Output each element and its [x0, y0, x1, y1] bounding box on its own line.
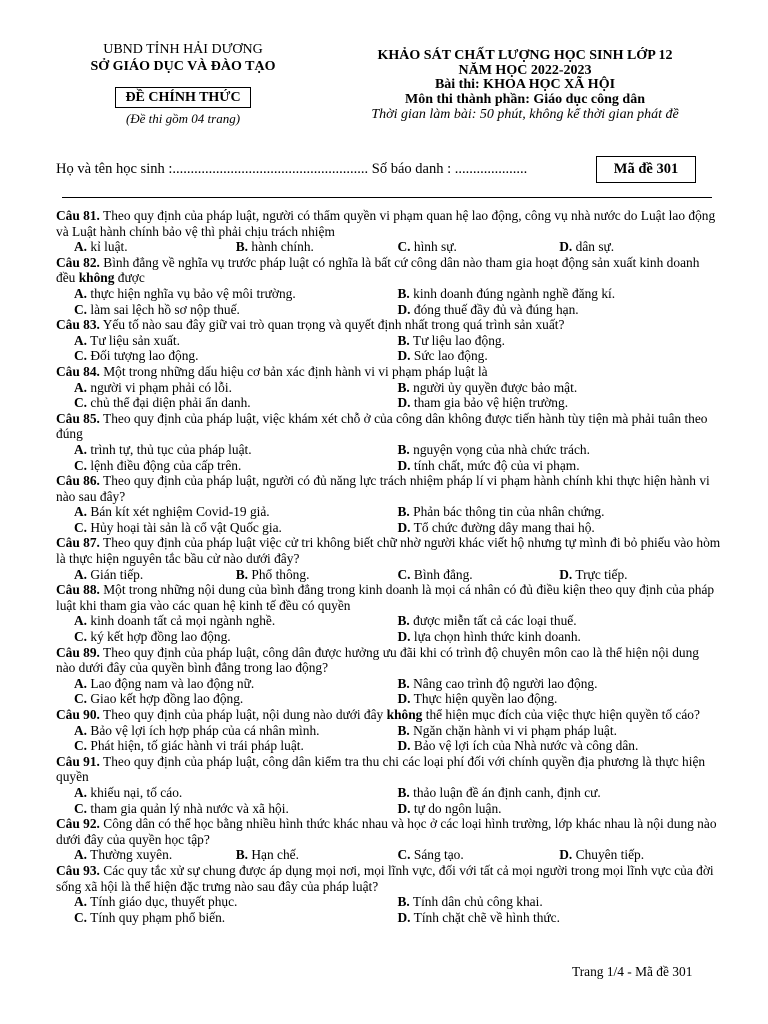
option-letter: A. [74, 722, 88, 738]
option-letter: D. [397, 457, 411, 473]
option-letter: C. [74, 348, 88, 364]
answer-option [398, 894, 722, 910]
option-letter: D. [559, 566, 573, 582]
option-text: hình sự. [413, 239, 457, 255]
option-letter: B. [397, 504, 410, 520]
answer-option [74, 847, 236, 863]
option-text: lựa chọn hình thức kinh doanh. [413, 629, 581, 645]
answer-options [56, 286, 721, 317]
answer-options [56, 504, 721, 535]
answer-option [236, 239, 398, 255]
option-text: kỉ luật. [90, 239, 128, 255]
option-text: Phát hiện, tố giác hành vi trái pháp luật. [90, 738, 304, 754]
answer-options [56, 239, 721, 255]
option-letter: C. [74, 395, 88, 411]
exam-name: Bài thi: KHOA HỌC XÃ HỘI [434, 77, 616, 92]
answer-option [74, 613, 398, 629]
time-note: Thời gian làm bài: 50 phút, không kể thời gian phát đề [371, 107, 679, 122]
answer-option [398, 333, 722, 349]
option-text: được miễn tất cả các loại thuế. [413, 613, 577, 629]
header-divider [62, 197, 712, 198]
question-stem [56, 411, 721, 442]
question-number: Câu 81. [56, 208, 100, 223]
answer-option [398, 380, 722, 396]
question-stem [56, 645, 721, 676]
option-text: Tư liệu sản xuất. [90, 332, 180, 348]
option-letter: A. [74, 894, 88, 910]
option-letter: C. [74, 738, 88, 754]
answer-options [56, 442, 721, 473]
option-text: Lao động nam và lao động nữ. [90, 675, 255, 691]
option-text: người vi phạm phải có lỗi. [90, 379, 232, 395]
pages-note: (Đề thi gồm 04 trang) [125, 111, 241, 126]
question-text: Bình đẳng về nghĩa vụ trước pháp luật có nghĩa là bất cứ công dân nào tham gia hoạt động sản xuất kinh doanh đều [56, 254, 700, 286]
answer-option [398, 567, 560, 583]
answer-option [74, 395, 398, 411]
answer-option [74, 738, 398, 754]
header-left [58, 42, 308, 127]
answer-option [398, 458, 722, 474]
question-text: Một trong những dấu hiệu cơ bản xác định hành vi vi phạm pháp luật là [103, 363, 488, 379]
student-info-line [56, 160, 527, 178]
option-text: tự do ngôn luận. [413, 800, 502, 816]
option-text: Bảo vệ lợi ích của Nhà nước và công dân. [413, 738, 639, 754]
option-letter: B. [397, 613, 410, 629]
student-name-field: Họ và tên học sinh :...................................................... [56, 161, 369, 177]
answer-option [398, 302, 722, 318]
answer-option [74, 302, 398, 318]
answer-option [398, 629, 722, 645]
option-letter: D. [397, 909, 411, 925]
option-letter: B. [397, 784, 410, 800]
answer-option [398, 442, 722, 458]
answer-option [74, 629, 398, 645]
option-text: đóng thuế đầy đủ và đúng hạn. [413, 301, 579, 317]
question-text: Một trong những nội dung của bình đẳng trong kinh doanh là mọi cá nhân có đủ điều kiện theo quy định của pháp luật khi tham gia vào các quan hệ kinh tế đều có quyền [56, 582, 715, 613]
option-letter: C. [397, 566, 411, 582]
option-letter: D. [397, 395, 411, 411]
answer-option [398, 504, 722, 520]
option-text: Hạn chế. [251, 847, 299, 863]
option-text: Tính chặt chẽ về hình thức. [413, 909, 560, 925]
answer-options [56, 613, 721, 644]
answer-option [559, 567, 721, 583]
answer-option [74, 504, 398, 520]
official-badge: ĐỀ CHÍNH THỨC [115, 87, 250, 108]
option-text: người ủy quyền được bảo mật. [413, 379, 578, 395]
question-item [56, 645, 721, 707]
question-item [56, 707, 721, 754]
question-number: Câu 90. [56, 707, 100, 722]
answer-option [74, 691, 398, 707]
question-number: Câu 86. [56, 473, 100, 489]
question-stem [56, 754, 721, 785]
answer-option [74, 286, 398, 302]
question-list [56, 208, 721, 925]
question-stem [56, 582, 721, 613]
option-letter: B. [397, 894, 410, 910]
answer-option [398, 520, 722, 536]
option-letter: A. [74, 566, 88, 582]
option-letter: A. [74, 613, 88, 629]
school-year: NĂM HỌC 2022-2023 [458, 62, 592, 78]
answer-options [56, 333, 721, 364]
option-text: Phổ thông. [251, 566, 310, 582]
option-text: hành chính. [251, 239, 314, 255]
answer-option [74, 239, 236, 255]
option-text: Bình đẳng. [413, 566, 473, 582]
option-text: Chuyên tiếp. [575, 847, 645, 863]
question-number: Câu 83. [56, 317, 100, 333]
option-letter: C. [397, 847, 411, 863]
option-letter: C. [74, 519, 88, 535]
question-number: Câu 82. [56, 254, 100, 270]
subject-name: Môn thi thành phần: Giáo dục công dân [404, 91, 646, 107]
question-number: Câu 85. [56, 410, 100, 426]
exam-code-badge: Mã đề 301 [596, 156, 696, 183]
answer-option [398, 286, 722, 302]
option-letter: A. [74, 504, 88, 520]
question-stem [56, 863, 721, 894]
option-letter: B. [397, 285, 410, 301]
option-text: dân sự. [575, 239, 615, 255]
option-text: Tính quy phạm phổ biến. [90, 909, 226, 925]
option-text: Đối tượng lao động. [90, 348, 199, 364]
question-stem [56, 816, 721, 847]
option-letter: A. [74, 379, 88, 395]
answer-options [56, 847, 721, 863]
answer-options [56, 380, 721, 411]
question-stem [56, 535, 721, 566]
answer-options [56, 894, 721, 925]
option-text: Hủy hoại tài sản là cổ vật Quốc gia. [90, 519, 282, 535]
option-letter: C. [74, 691, 88, 707]
question-stem [56, 208, 721, 239]
option-letter: D. [397, 800, 411, 816]
option-text: làm sai lệch hồ sơ nộp thuế. [90, 301, 240, 317]
answer-option [74, 785, 398, 801]
question-text-end: được [117, 270, 145, 286]
question-item [56, 473, 721, 535]
student-id-field: Số báo danh : .................... [371, 161, 528, 177]
question-number: Câu 92. [56, 816, 100, 832]
question-item [56, 364, 721, 411]
question-text: Theo quy định của pháp luật, việc khám xét chỗ ở của công dân không được tiến hành tùy tiện mà phải tuân theo đúng [56, 410, 708, 442]
question-number: Câu 88. [56, 582, 100, 598]
answer-option [74, 801, 398, 817]
answer-options [56, 785, 721, 816]
option-text: Nâng cao trình độ người lao động. [413, 675, 598, 691]
option-letter: C. [74, 800, 88, 816]
option-text: Thực hiện quyền lao động. [413, 691, 558, 707]
question-text: Yếu tố nào sau đây giữ vai trò quan trọng và quyết định nhất trong quá trình sản xuất? [102, 317, 565, 333]
question-item [56, 582, 721, 644]
answer-option [398, 239, 560, 255]
option-letter: A. [74, 784, 88, 800]
option-text: Bảo vệ lợi ích hợp pháp của cá nhân mình. [90, 722, 320, 738]
answer-option [559, 239, 721, 255]
option-text: nguyện vọng của nhà chức trách. [413, 441, 590, 457]
option-letter: B. [397, 379, 410, 395]
answer-option [398, 395, 722, 411]
option-text: ký kết hợp đồng lao động. [90, 629, 231, 645]
page-footer: Trang 1/4 - Mã đề 301 [572, 964, 693, 979]
question-text-end: thể hiện mục đích của việc thực hiện quyền tố cáo? [425, 707, 700, 722]
answer-option [398, 691, 722, 707]
answer-option [398, 785, 722, 801]
answer-option [559, 847, 721, 863]
answer-option [398, 676, 722, 692]
question-text: Công dân có thể học bằng nhiều hình thức khác nhau và học ở các loại hình trường, lớp khác nhau là nội dung nào dưới đây của quyền học tập? [56, 816, 717, 847]
option-text: thực hiện nghĩa vụ bảo vệ môi trường. [90, 285, 296, 301]
question-item [56, 255, 721, 317]
exam-title: KHẢO SÁT CHẤT LƯỢNG HỌC SINH LỚP 12 [377, 48, 673, 63]
option-letter: B. [397, 332, 410, 348]
option-text: Tổ chức đường dây mang thai hộ. [413, 519, 595, 535]
question-number: Câu 87. [56, 535, 100, 551]
question-item [56, 317, 721, 364]
answer-option [398, 723, 722, 739]
question-stem [56, 317, 721, 333]
answer-option [74, 910, 398, 926]
question-text: Theo quy định của pháp luật việc cử tri không biết chữ nhờ người khác viết hộ nhưng tự mình đi bỏ phiếu vào hòm là thực hiện nguyên tắc bầu cử nào dưới đây? [56, 535, 721, 567]
option-letter: B. [397, 722, 410, 738]
answer-option [74, 380, 398, 396]
option-letter: B. [235, 847, 249, 863]
answer-option [398, 847, 560, 863]
option-text: chủ thể đại diện phải ẩn danh. [90, 395, 251, 411]
answer-options [56, 567, 721, 583]
option-text: kinh doanh đúng ngành nghề đăng kí. [413, 285, 616, 301]
answer-options [56, 676, 721, 707]
option-letter: A. [74, 847, 88, 863]
option-text: Tính dân chủ công khai. [412, 894, 543, 910]
question-item [56, 208, 721, 255]
option-text: Thường xuyên. [90, 847, 173, 863]
option-letter: D. [397, 519, 411, 535]
option-text: tham gia quản lý nhà nước và xã hội. [90, 800, 289, 816]
question-number: Câu 89. [56, 644, 100, 660]
option-letter: A. [74, 441, 88, 457]
option-letter: D. [397, 691, 411, 707]
answer-option [398, 910, 722, 926]
option-letter: D. [397, 348, 411, 364]
option-letter: D. [559, 847, 573, 863]
option-text: Trực tiếp. [575, 566, 628, 582]
option-text: Giao kết hợp đồng lao động. [90, 691, 244, 707]
option-text: Ngăn chặn hành vi vi phạm pháp luật. [413, 722, 617, 738]
answer-option [74, 520, 398, 536]
option-letter: D. [397, 301, 411, 317]
option-letter: C. [74, 457, 88, 473]
option-letter: B. [235, 566, 249, 582]
answer-options [56, 723, 721, 754]
option-letter: D. [397, 629, 411, 645]
answer-option [74, 333, 398, 349]
option-text: Tư liệu lao động. [412, 332, 505, 348]
question-text: Theo quy định của pháp luật, người có đủ năng lực trách nhiệm pháp lí vi phạm hành chính khi thực hiện hành vi nào sau đây? [56, 473, 710, 504]
answer-option [74, 458, 398, 474]
answer-option [74, 676, 398, 692]
question-emphasis: không [386, 707, 423, 722]
answer-option [236, 847, 398, 863]
question-number: Câu 84. [56, 363, 100, 379]
department-name: SỞ GIÁO DỤC VÀ ĐÀO TẠO [90, 59, 276, 74]
option-text: lệnh điều động của cấp trên. [90, 457, 242, 473]
option-text: trình tự, thủ tục của pháp luật. [90, 441, 252, 457]
answer-option [236, 567, 398, 583]
option-letter: A. [74, 285, 88, 301]
option-letter: A. [74, 239, 88, 255]
option-letter: B. [235, 239, 249, 255]
question-item [56, 411, 721, 473]
answer-option [74, 894, 398, 910]
question-text: Theo quy định của pháp luật, công dân được hưởng ưu đãi khi có trình độ chuyên môn cao là thể hiện nội dung nào dưới đây của quyền bình đẳng trong lao động? [56, 644, 699, 676]
answer-option [398, 801, 722, 817]
question-item [56, 754, 721, 816]
province-name: UBND TỈNH HẢI DƯƠNG [103, 42, 263, 57]
question-stem [56, 707, 721, 723]
option-letter: B. [397, 675, 410, 691]
question-number: Câu 93. [56, 862, 100, 878]
option-text: thảo luận đề án định canh, định cư. [413, 784, 601, 800]
option-letter: C. [397, 239, 411, 255]
option-text: Gián tiếp. [90, 566, 144, 582]
option-text: tính chất, mức độ của vi phạm. [413, 457, 580, 473]
option-letter: C. [74, 629, 88, 645]
option-text: khiếu nại, tố cáo. [90, 784, 183, 800]
option-letter: D. [559, 239, 573, 255]
question-emphasis: không [78, 270, 115, 286]
answer-option [398, 613, 722, 629]
header-right [330, 49, 720, 122]
option-text: Sức lao động. [413, 348, 488, 364]
option-letter: A. [74, 675, 88, 691]
answer-option [74, 442, 398, 458]
question-text: Theo quy định của pháp luật, công dân kiểm tra thu chi các loại phí đối với chính quyền địa phương là thực hiện quyền [56, 753, 706, 785]
option-letter: A. [74, 332, 88, 348]
option-letter: C. [74, 301, 88, 317]
question-item [56, 535, 721, 582]
question-text: Theo quy định của pháp luật, nội dung nào dưới đây [103, 707, 384, 722]
option-text: Bán kít xét nghiệm Covid-19 giả. [90, 504, 270, 520]
question-stem [56, 364, 721, 380]
answer-option [398, 738, 722, 754]
question-text: Các quy tắc xử sự chung được áp dụng mọi nơi, mọi lĩnh vực, đối với tất cả mọi người trong mọi lĩnh vực của đời sống xã hội là thể hiện đặc trưng nào sau đây của pháp luật? [56, 862, 714, 894]
option-text: Phản bác thông tin của nhân chứng. [413, 504, 605, 520]
question-item [56, 863, 721, 925]
option-text: tham gia bảo vệ hiện trường. [413, 395, 569, 411]
answer-option [74, 348, 398, 364]
answer-option [74, 723, 398, 739]
answer-option [398, 348, 722, 364]
option-text: Tính giáo dục, thuyết phục. [90, 894, 238, 910]
option-letter: B. [397, 441, 410, 457]
option-text: Sáng tạo. [413, 847, 464, 863]
question-item [56, 816, 721, 863]
option-text: kinh doanh tất cả mọi ngành nghề. [90, 613, 276, 629]
option-letter: C. [74, 909, 88, 925]
option-letter: D. [397, 738, 411, 754]
question-number: Câu 91. [56, 753, 100, 769]
answer-option [74, 567, 236, 583]
question-text: Theo quy định của pháp luật, người có thẩm quyền vi phạm quan hệ lao động, công vụ nhà nước do Luật lao động và Luật hành chính bảo vệ thì phải chịu trách nhiệm [56, 208, 716, 239]
question-stem [56, 473, 721, 504]
question-stem [56, 255, 721, 286]
